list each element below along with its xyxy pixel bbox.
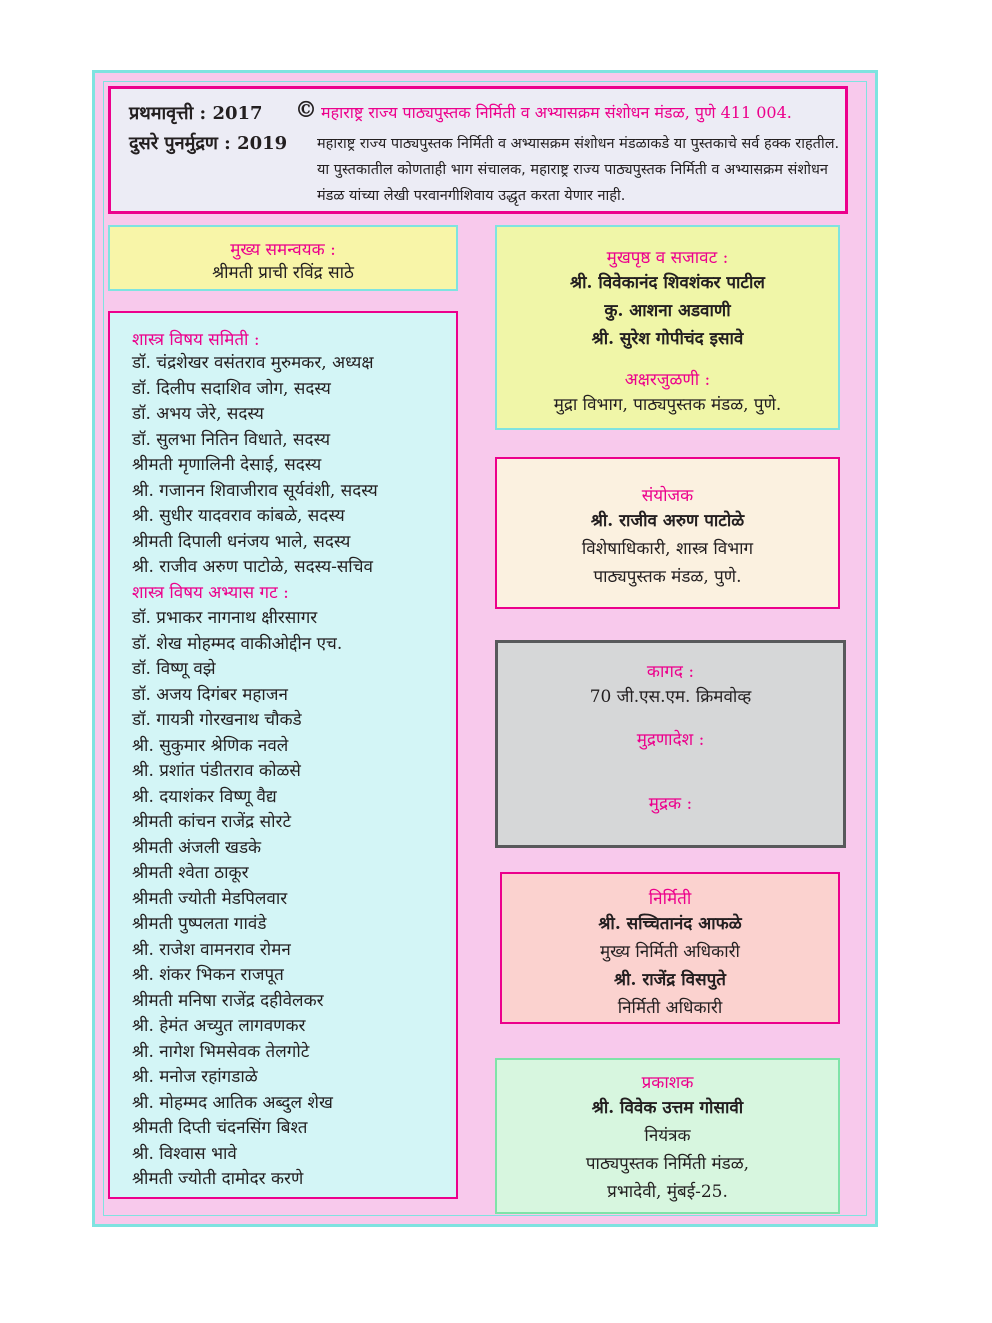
study-group-member: श्रीमती दिप्ती चंदनसिंग बिश्त: [132, 1118, 308, 1138]
committee-member: डॉ. चंद्रशेखर वसंतराव मुरुमकर, अध्यक्ष: [132, 353, 374, 373]
typesetting-heading: अक्षरजुळणी :: [624, 370, 711, 390]
publisher-box: [495, 1058, 840, 1214]
production-box: [500, 872, 840, 1024]
study-group-member: श्रीमती कांचन राजेंद्र सोरटे: [132, 812, 292, 832]
cover-heading: मुखपृष्ठ व सजावट :: [606, 248, 729, 268]
study-group-member: श्री. विश्वास भावे: [132, 1143, 237, 1164]
convener-box: [495, 457, 840, 609]
committee-list: [132, 351, 378, 1193]
production-name1: श्री. सच्चितानंद आफळे: [598, 914, 742, 934]
study-group-member: श्री. मनोज रहांगडाळे: [132, 1067, 258, 1087]
cover-name: श्री. सुरेश गोपीचंद इसावे: [591, 329, 744, 349]
study-group-member: श्री. सुकुमार श्रेणिक नवले: [132, 735, 289, 756]
study-group-member: श्रीमती मनिषा राजेंद्र दहीवेलकर: [132, 990, 324, 1011]
study-group-member: श्रीमती पुष्पलता गावंडे: [132, 914, 267, 934]
convener-line2: पाठ्यपुस्तक मंडळ, पुणे.: [593, 567, 742, 587]
publisher-org: पाठ्यपुस्तक निर्मिती मंडळ,: [585, 1154, 750, 1174]
coordinator-box: [108, 225, 458, 291]
coordinator-name: श्रीमती प्राची रविंद्र साठे: [212, 263, 354, 283]
production-heading: निर्मिती: [648, 889, 692, 909]
publisher-address: प्रभादेवी, मुंबई-25.: [607, 1182, 728, 1202]
study-group-member: श्रीमती ज्योती दामोदर करणे: [132, 1169, 304, 1189]
coordinator-heading: मुख्य समन्वयक :: [230, 240, 336, 260]
production-role2: निर्मिती अधिकारी: [617, 998, 723, 1018]
committee-member: डॉ. सुलभा नितिन विधाते, सदस्य: [132, 429, 331, 450]
cover-design-box: [495, 225, 840, 430]
study-group-member: डॉ. विष्णू वझे: [132, 659, 216, 679]
convener-heading: संयोजक: [641, 486, 694, 506]
committee-member: श्रीमती दिपाली धनंजय भाले, सदस्य: [132, 531, 351, 552]
paper-text: 70 जी.एस.एम. क्रिमवोव्ह: [589, 687, 752, 707]
convener-name: श्री. राजीव अरुण पाटोळे: [590, 511, 745, 531]
committee-member: श्री. गजानन शिवाजीराव सूर्यवंशी, सदस्य: [132, 480, 378, 501]
study-group-member: डॉ. अजय दिगंबर महाजन: [132, 684, 288, 705]
study-group-member: डॉ. प्रभाकर नागनाथ क्षीरसागर: [132, 608, 318, 628]
study-group-member: श्री. मोहम्मद आतिक अब्दुल शेख: [132, 1092, 333, 1113]
committee-member: डॉ. दिलीप सदाशिव जोग, सदस्य: [132, 378, 331, 399]
cover-name: श्री. विवेकानंद शिवशंकर पाटील: [570, 273, 765, 293]
production-role1: मुख्य निर्मिती अधिकारी: [600, 942, 740, 962]
copyright-publisher: महाराष्ट्र राज्य पाठ्यपुस्तक निर्मिती व अभ्यासक्रम संशोधन मंडळ, पुणे 411 004.: [321, 103, 792, 122]
copyright-box: [108, 86, 848, 214]
paper-box: [495, 640, 846, 848]
committee-heading: शास्त्र विषय समिती :: [132, 330, 260, 350]
copyright-symbol: ©: [295, 97, 317, 123]
cover-name: कु. आशना अडवाणी: [604, 301, 731, 321]
committee-member: डॉ. अभय जेरे, सदस्य: [132, 404, 264, 424]
printer-heading: मुद्रक :: [648, 794, 693, 814]
study-group-member: श्रीमती ज्योती मेडपिलवार: [132, 888, 288, 909]
production-name2: श्री. राजेंद्र विसपुते: [614, 970, 726, 990]
study-group-member: डॉ. शेख मोहम्मद वाकीओद्दीन एच.: [132, 633, 343, 654]
study-group-member: श्री. प्रशांत पंडीतराव कोळसे: [132, 761, 301, 781]
typesetting-text: मुद्रा विभाग, पाठ्यपुस्तक मंडळ, पुणे.: [553, 395, 782, 415]
print-order-heading: मुद्रणादेश :: [636, 730, 705, 750]
first-edition: प्रथमावृत्ती : 2017: [129, 103, 263, 124]
paper-heading: कागद :: [646, 662, 695, 682]
committee-member: श्री. राजीव अरुण पाटोळे, सदस्य-सचिव: [132, 557, 373, 577]
study-group-heading: शास्त्र विषय अभ्यास गट :: [132, 582, 289, 603]
study-group-member: श्री. शंकर भिकन राजपूत: [132, 965, 284, 985]
publisher-name: श्री. विवेक उत्तम गोसावी: [591, 1098, 744, 1118]
study-group-member: डॉ. गायत्री गोरखनाथ चौकडे: [132, 710, 302, 730]
committee-member: श्री. सुधीर यादवराव कांबळे, सदस्य: [132, 506, 345, 526]
study-group-member: श्री. हेमंत अच्युत लागवणकर: [132, 1016, 306, 1036]
study-group-member: श्री. नागेश भिमसेवक तेलगोटे: [132, 1041, 310, 1062]
committee-box: [108, 311, 458, 1199]
study-group-member: श्री. दयाशंकर विष्णू वैद्य: [132, 786, 277, 807]
study-group-member: श्री. राजेश वामनराव रोमन: [132, 939, 291, 960]
publisher-role: नियंत्रक: [644, 1126, 691, 1146]
reprint-edition: दुसरे पुनर्मुद्रण : 2019: [129, 133, 288, 154]
publisher-heading: प्रकाशक: [641, 1073, 694, 1093]
convener-line1: विशेषाधिकारी, शास्त्र विभाग: [581, 539, 754, 559]
copyright-notice: महाराष्ट्र राज्य पाठ्यपुस्तक निर्मिती व अभ्यासक्रम संशोधन मंडळाकडे या पुस्तकाचे सर्व हक्क राहतील. या पुस्तकातील कोणताही भाग संचालक, महाराष्ट्र राज्य पाठ्यपुस्तक निर्मिती व अभ्यासक्रम संशोधन मंडळ यांच्या लेखी परवानगीशिवाय उद्धृत करता येणार नाही.: [317, 136, 840, 204]
committee-member: श्रीमती मृणालिनी देसाई, सदस्य: [132, 455, 322, 475]
study-group-member: श्रीमती श्वेता ठाकूर: [132, 863, 249, 883]
study-group-member: श्रीमती अंजली खडके: [132, 837, 262, 858]
